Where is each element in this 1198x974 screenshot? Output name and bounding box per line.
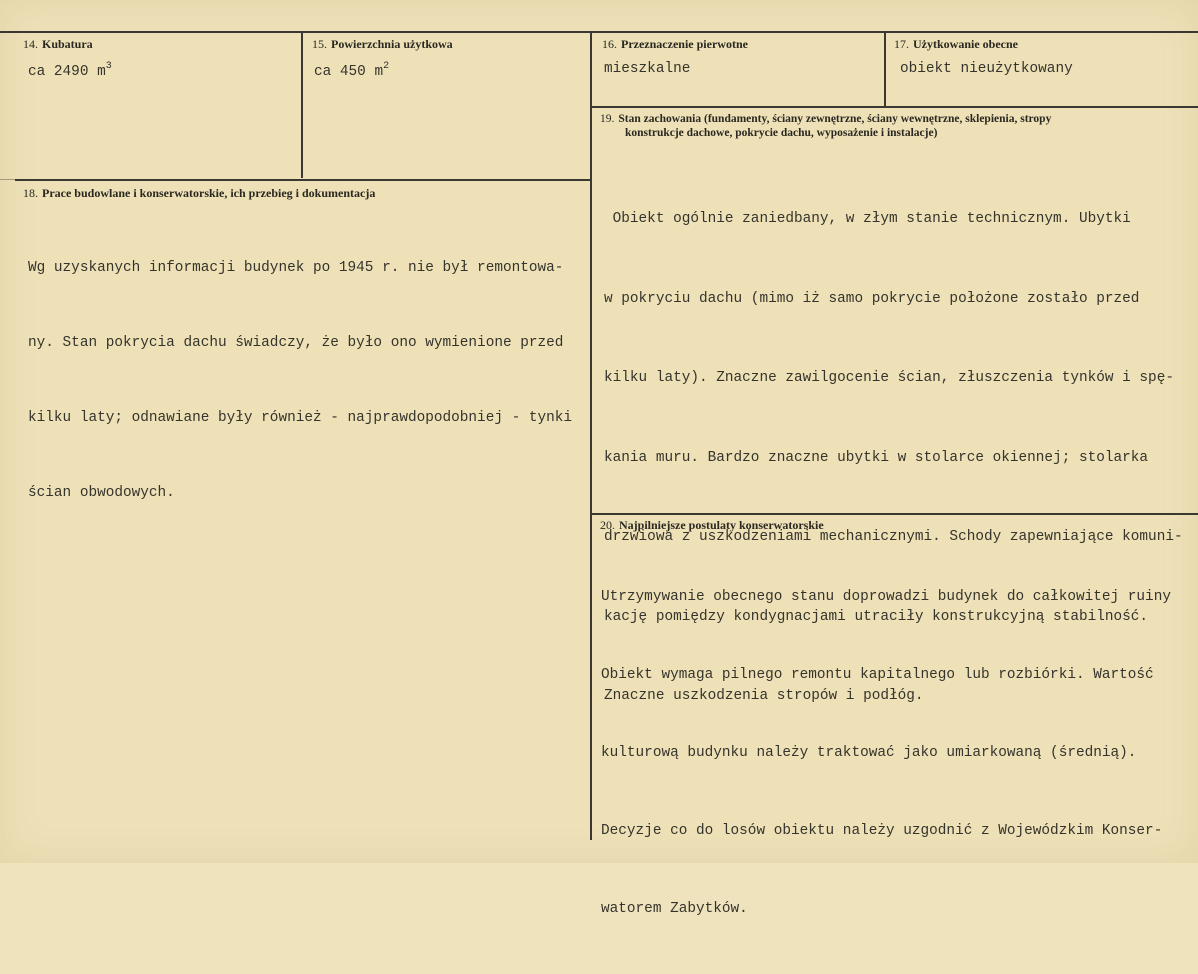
- field-14-label: [23, 37, 93, 51]
- field-18-text: [28, 206, 572, 556]
- field-17-title: Użytkowanie obecne: [913, 37, 1018, 51]
- field-20-title: Najpilniejsze postulaty konserwatorskie: [619, 518, 824, 532]
- field-19-line: Obiekt ogólnie zaniedbany, w złym stanie technicznym. Ubytki: [604, 211, 1131, 227]
- field-17-label: [894, 37, 1018, 51]
- field-18-line: Wg uzyskanych informacji budynek po 1945 r. nie był remontowa-: [28, 260, 564, 276]
- field-20-line: Obiekt wymaga pilnego remontu kapitalnego lub rozbiórki. Wartość: [601, 667, 1154, 683]
- field-15-value-text: ca 450 m: [314, 64, 384, 80]
- top-border-line: [0, 31, 1198, 33]
- field-16-label: [602, 37, 748, 51]
- field-20-number: 20.: [600, 518, 615, 532]
- field-19-line: kilku laty). Znaczne zawilgocenie ścian, złuszczenia tynków i spę-: [604, 370, 1174, 386]
- field-15-unit-sup: 2: [383, 61, 390, 72]
- field-18-title: Prace budowlane i konserwatorskie, ich przebieg i dokumentacja: [42, 186, 376, 200]
- divider-16-17: [884, 32, 886, 106]
- field-20-line: kulturową budynku należy traktować jako umiarkowaną (średnią).: [601, 745, 1137, 761]
- field-19-number: 19.: [600, 113, 615, 125]
- field-18-label: [23, 186, 375, 200]
- field-20-text: [601, 532, 1171, 974]
- field-18-line: ny. Stan pokrycia dachu świadczy, że było ono wymienione przed: [28, 335, 564, 351]
- field-14-value-text: ca 2490 m: [28, 64, 106, 80]
- field-19-label-line2: konstrukcje dachowe, pokrycie dachu, wyposażenie i instalacje): [625, 127, 938, 139]
- field-15-number: 15.: [312, 37, 327, 51]
- field-16-number: 16.: [602, 37, 617, 51]
- field-18-line: ścian obwodowych.: [28, 485, 175, 501]
- center-divider: [590, 32, 592, 840]
- field-19-title-line1: Stan zachowania (fundamenty, ściany zewnętrzne, ściany wewnętrzne, sklepienia, stropy: [618, 113, 1052, 125]
- field-15-label: [312, 37, 453, 51]
- field-20-line: Utrzymywanie obecnego stanu doprowadzi budynek do całkowitej ruiny: [601, 589, 1171, 605]
- field-17-value: obiekt nieużytkowany: [900, 61, 1073, 77]
- field-19-line: kację pomiędzy kondygnacjami utraciły konstrukcyjną stabilność.: [604, 608, 1149, 625]
- field-20-label: [600, 518, 824, 532]
- field-16-value: mieszkalne: [604, 61, 691, 77]
- field-17-number: 17.: [894, 37, 909, 51]
- field-19-line: w pokryciu dachu (mimo iż samo pokrycie położone zostało przed: [604, 290, 1140, 307]
- field-20-line: Decyzje co do losów obiektu należy uzgodnić z Wojewódzkim Konser-: [601, 823, 1163, 839]
- field-19-line: kania muru. Bardzo znaczne ubytki w stolarce okiennej; stolarka: [604, 449, 1149, 466]
- field-18-number: 18.: [23, 186, 38, 200]
- field-14-unit-sup: 3: [105, 61, 112, 72]
- field-14-title: Kubatura: [42, 37, 93, 51]
- field-16-title: Przeznaczenie pierwotne: [621, 37, 748, 51]
- field-19-line: Znaczne uszkodzenia stropów i podłóg.: [604, 688, 924, 704]
- field-15-value: [314, 61, 389, 80]
- divider-14-15: [301, 32, 303, 178]
- field-19-line: drzwiowa z uszkodzeniami mechanicznymi. Schody zapewniające komuni-: [604, 529, 1183, 545]
- field-14-number: 14.: [23, 37, 38, 51]
- field-15-title: Powierzchnia użytkowa: [331, 37, 453, 51]
- field-14-value: [28, 61, 112, 80]
- line-left-edge-mark: [0, 179, 15, 180]
- field-18-line: kilku laty; odnawiane były również - najprawdopodobniej - tynki: [28, 410, 573, 426]
- line-under-16-17: [591, 106, 1198, 108]
- line-above-18: [15, 179, 591, 181]
- field-19-label: [600, 112, 1051, 126]
- field-20-line: watorem Zabytków.: [601, 901, 748, 917]
